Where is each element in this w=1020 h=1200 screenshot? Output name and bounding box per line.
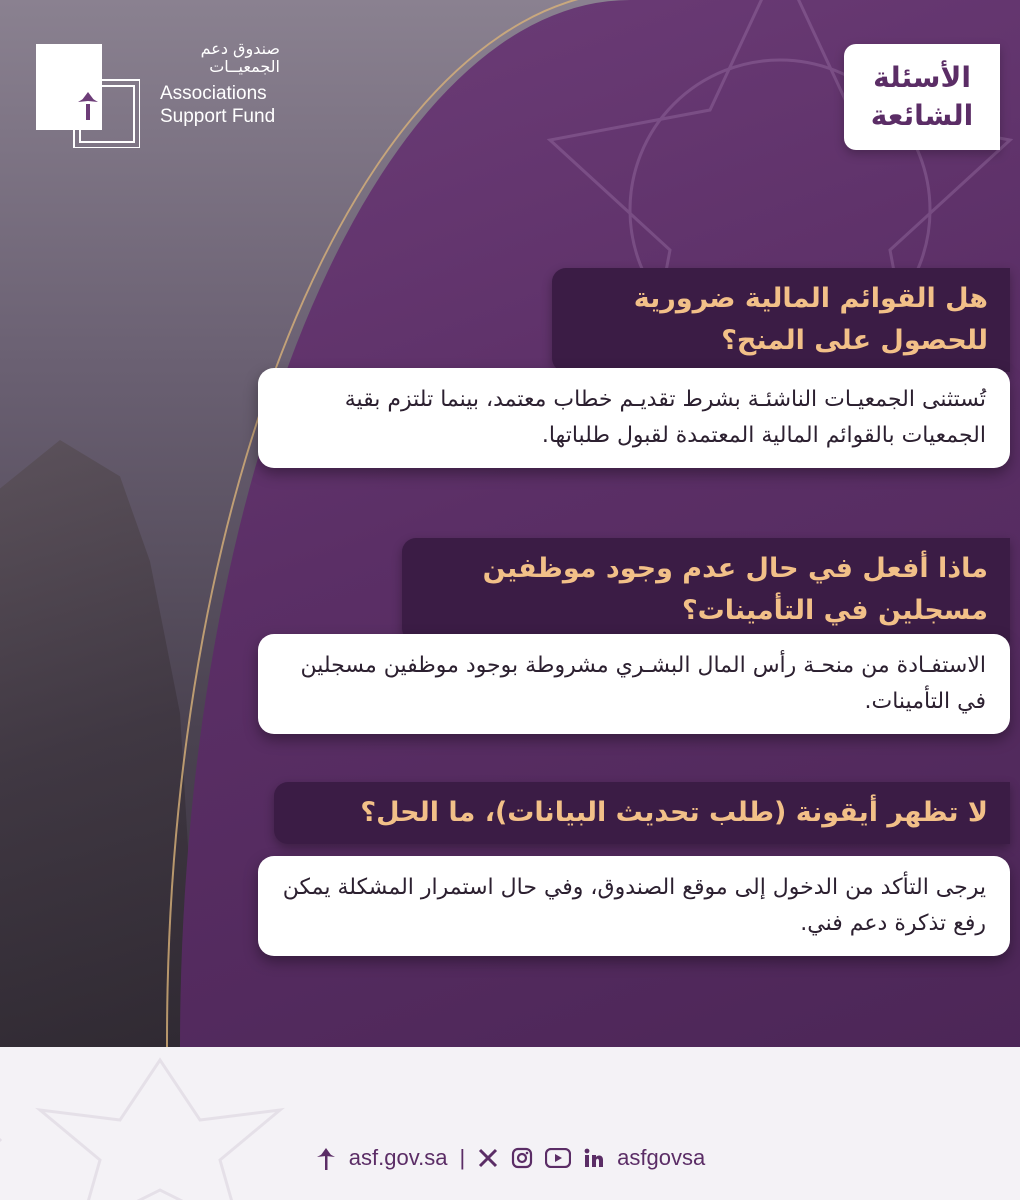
website-link[interactable]: asf.gov.sa	[348, 1145, 448, 1170]
faq-answer-2: الاستفـادة من منحـة رأس المال البشـري مشروطة بوجود موظفين مسجلين في التأمينات.	[258, 634, 1010, 734]
logo-text-arabic: صندوق دعم الجمعيــات	[200, 39, 280, 76]
youtube-icon[interactable]	[545, 1148, 571, 1168]
faq-question-2: ماذا أفعل في حال عدم وجود موظفين مسجلين في التأمينات؟	[402, 538, 1010, 642]
logo-icon	[36, 44, 140, 148]
faq-title-tag: الأسئلة الشائعة	[844, 44, 1000, 150]
faq-question-1: هل القوائم المالية ضرورية للحصول على المنح؟	[552, 268, 1010, 372]
footer-separator: |	[459, 1145, 466, 1170]
social-handle[interactable]: asfgovsa	[617, 1145, 706, 1170]
faq-answer-3: يرجى التأكد من الدخول إلى موقع الصندوق، وفي حال استمرار المشكلة يمكن رفع تذكرة دعم فني.	[258, 856, 1010, 956]
linkedin-icon[interactable]	[583, 1147, 605, 1169]
x-icon[interactable]	[477, 1147, 499, 1169]
palm-icon	[315, 1146, 337, 1170]
instagram-icon[interactable]	[511, 1147, 533, 1169]
faq-answer-1: تُستثنى الجمعيـات الناشئـة بشرط تقديـم خطاب معتمد، بينما تلتزم بقية الجمعيات بالقوائم المالية المعتمدة لقبول طلباتها.	[258, 368, 1010, 468]
faq-question-3: لا تظهر أيقونة (طلب تحديث البيانات)، ما الحل؟	[274, 782, 1010, 844]
logo-text-english: Associations Support Fund	[160, 83, 276, 127]
footer	[0, 1138, 1020, 1178]
